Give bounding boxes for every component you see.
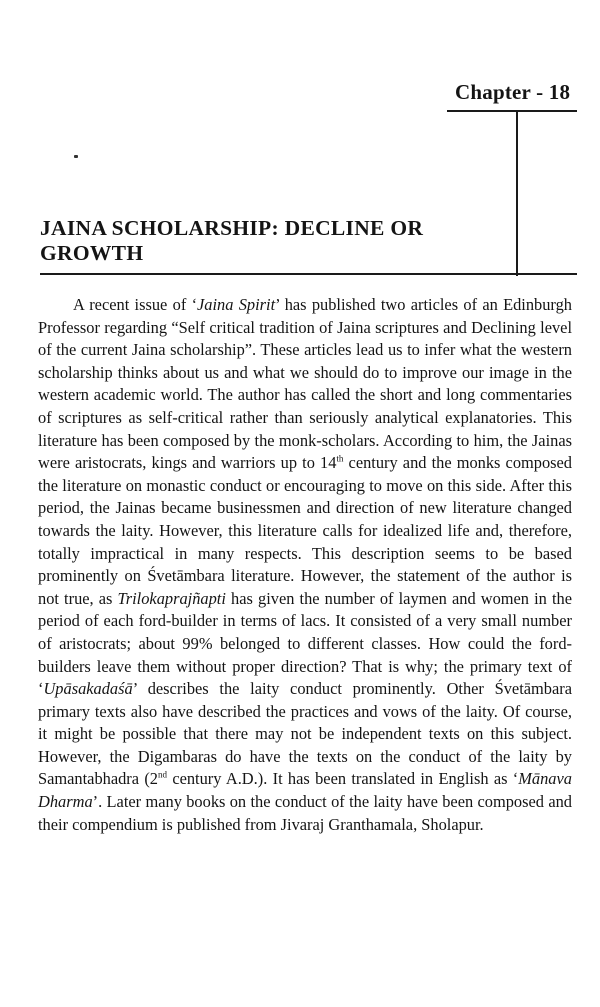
ordinal-suffix: th — [336, 453, 344, 464]
chapter-vertical-rule — [516, 112, 518, 276]
text-run: ’ has published two articles of an Edinburgh Professor regarding “Self critical tradition of Jaina scriptures and Declining level of the current Jaina scholarship”. These articles lead us to infer what the western scholarship thinks about us and what we should do to improve our image in the western academic world. The author has called the short and long commentaries of scriptures as self-critical rather than seriously analytical explanatories. This literature has been composed by the monk-scholars. According to him, the Jainas were aristocrats, kings and warriors up to 14 — [38, 295, 572, 473]
scan-speck — [74, 155, 78, 158]
text-run: has given the number of laymen and women in the period of each ford-builder in terms of lacs. It consisted of a very small number of aristocrats; about 99% belonged to different classes. How could the ford-builders leave them without proper direction? That is why; the primary text of ‘ — [38, 588, 572, 699]
ordinal-suffix: nd — [158, 770, 167, 780]
text-title-manava-dharma: Mānava Dharma — [38, 769, 572, 812]
text-title-upasakadasa: Upāsakadaśā — [43, 679, 133, 699]
text-run: century and the monks composed the literature on monastic conduct or encouraging to move on this side. After this period, the Jainas became businessmen and direction of new literature changed towards the laity. However, this literature calls for idealized life and, therefore, totally impractical in many respects. This description seems to be based prominently on Śvetāmbara literature. However, the statement of the author is not true, as — [38, 453, 573, 608]
text-run: century A.D.). It has been translated in English as ‘ — [167, 769, 519, 789]
title-underline-rule — [40, 273, 577, 275]
journal-title: Jaina Spirit — [197, 295, 276, 314]
chapter-number: Chapter - 18 — [455, 80, 571, 104]
text-title-trilokaprajnapti: Trilokaprajñapti — [117, 588, 226, 608]
text-run: A recent issue of ‘ — [73, 295, 198, 314]
text-run: ’. Later many books on the conduct of the laity have been composed and their compendium is published from Jivaraj Granthamala, Sholapur. — [38, 792, 572, 834]
chapter-title: JAINA SCHOLARSHIP: DECLINE OR GROWTH — [40, 216, 424, 265]
chapter-top-rule — [447, 110, 577, 112]
text-run: ’ describes the laity conduct prominently. Other Śvetāmbara primary texts also have described the practices and vows of the laity. Of course, it might be possible that there may not be independent texts on this subject. However, the Digambaras do have the texts on the conduct of the laity by Samantabhadra (2 — [38, 679, 572, 789]
body-paragraph — [38, 294, 572, 836]
